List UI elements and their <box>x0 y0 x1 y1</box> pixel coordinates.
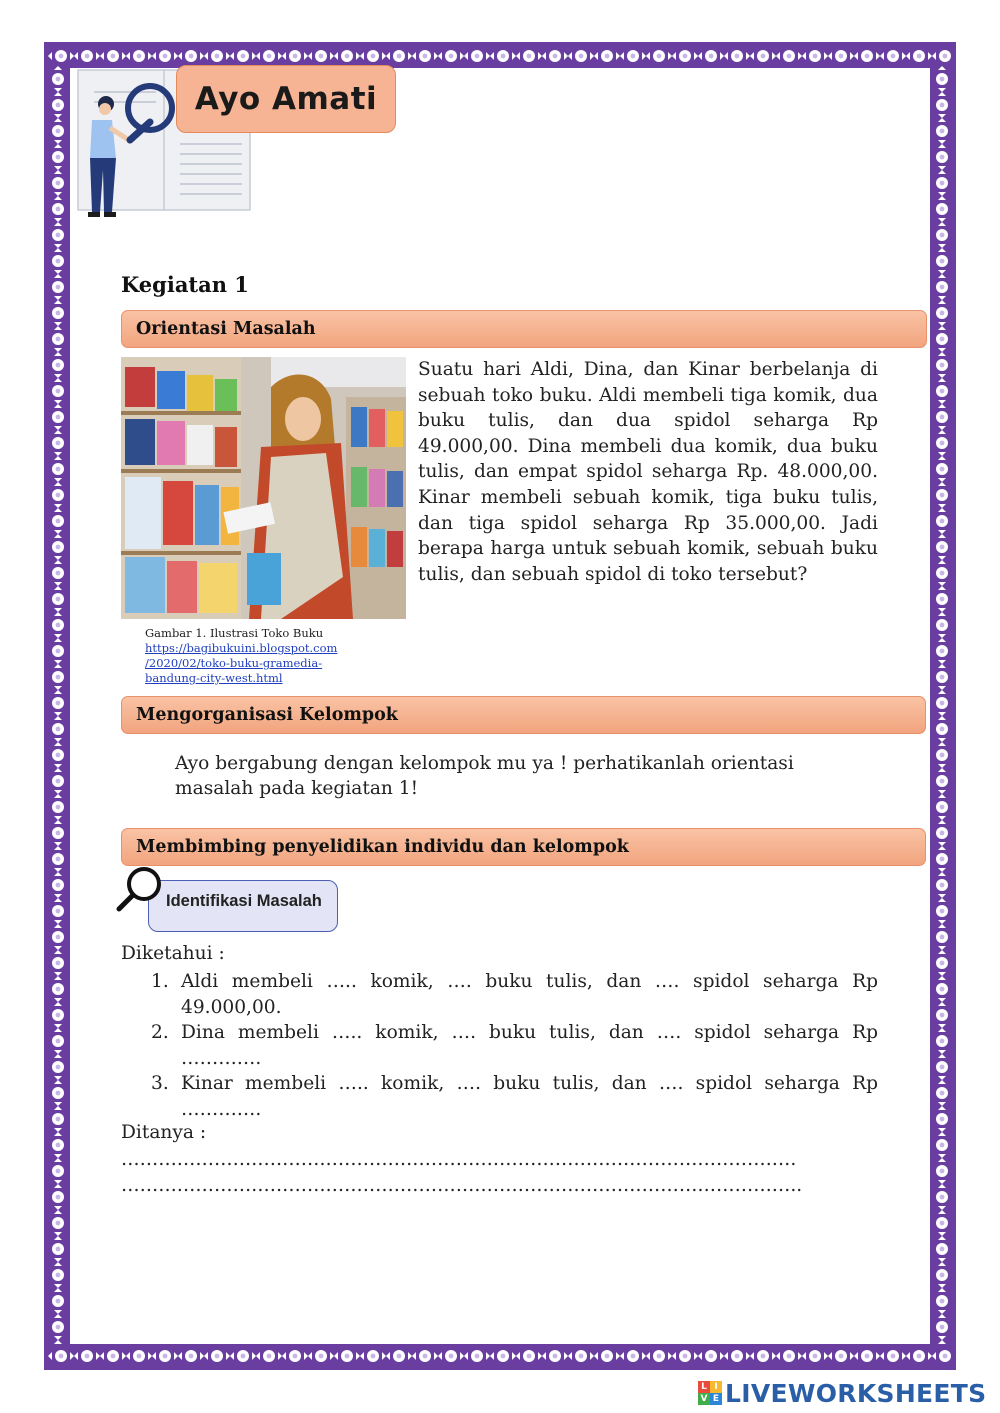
list-item <box>121 1020 878 1071</box>
source-link[interactable] <box>145 641 395 686</box>
answer-line[interactable]: ………………………………………………………………………………………………. <box>121 1149 797 1170</box>
section-title: Membimbing penyelidikan individu dan kelompok <box>136 837 629 857</box>
liveworksheets-logo <box>698 1378 986 1408</box>
list-text: Kinar membeli ….. komik, …. buku tulis, dan …. spidol seharga Rp <box>181 1073 878 1095</box>
known-list <box>121 969 878 1123</box>
section-header-organize <box>121 696 926 734</box>
problem-story: Suatu hari Aldi, Dina, dan Kinar berbelanja di sebuah toko buku. Aldi membeli tiga komik, dua buku tulis, dan dua spidol seharga Rp 49.000,00. Dina membeli dua komik, dua buku tulis, dan empat spidol seharga Rp. 48.000,00. Kinar membeli sebuah komik, tiga buku tulis, dan tiga spidol seharga Rp 35.000,00. Jadi berapa harga untuk sebuah komik, sebuah buku tulis, dan sebuah spidol di toko tersebut? <box>418 359 878 585</box>
title-banner <box>176 65 396 133</box>
source-link-line[interactable]: https://bagibukuini.blogspot.com <box>145 641 338 655</box>
list-number: 2. <box>151 1022 169 1044</box>
asked-label: Ditanya : <box>121 1122 207 1143</box>
section-header-orientation <box>121 310 927 348</box>
list-number: 3. <box>151 1073 169 1095</box>
list-text: Dina membeli ….. komik, …. buku tulis, dan …. spidol seharga Rp <box>181 1022 878 1044</box>
source-link-line[interactable]: bandung-city-west.html <box>145 671 283 685</box>
list-text-cont: …………. <box>181 1047 262 1069</box>
section-title: Mengorganisasi Kelompok <box>136 705 398 725</box>
known-label: Diketahui : <box>121 943 225 964</box>
identify-problem-label <box>148 880 338 932</box>
list-text-cont: 49.000,00. <box>181 996 282 1018</box>
source-link-line[interactable]: /2020/02/toko-buku-gramedia- <box>145 656 323 670</box>
caption-text: Gambar 1. Ilustrasi Toko Buku <box>145 626 324 640</box>
bookstore-photo <box>121 357 406 619</box>
list-text-cont: …………. <box>181 1098 262 1120</box>
brand-mark-icon: L I V E <box>698 1381 722 1405</box>
list-item <box>121 969 878 1020</box>
list-text: Aldi membeli ….. komik, …. buku tulis, dan …. spidol seharga Rp <box>181 971 878 992</box>
photo-caption <box>145 626 395 686</box>
border-pattern-bottom <box>48 1346 952 1366</box>
answer-line[interactable]: ……………………………………………………………………………………………….. <box>121 1175 803 1196</box>
section-title: Orientasi Masalah <box>136 319 316 339</box>
list-item <box>121 1071 878 1122</box>
border-pattern-left <box>48 66 68 1346</box>
border-pattern-right <box>932 66 952 1346</box>
identify-problem-text: Identifikasi Masalah <box>166 892 322 910</box>
brand-text: LIVEWORKSHEETS <box>725 1378 987 1408</box>
organize-instruction: Ayo bergabung dengan kelompok mu ya ! perhatikanlah orientasi masalah pada kegiatan 1! <box>175 753 794 799</box>
magnifier-icon <box>114 864 166 914</box>
activity-heading: Kegiatan 1 <box>121 272 249 297</box>
list-number: 1. <box>151 971 169 992</box>
section-header-investigation <box>121 828 926 866</box>
page-title: Ayo Amati <box>194 81 378 117</box>
